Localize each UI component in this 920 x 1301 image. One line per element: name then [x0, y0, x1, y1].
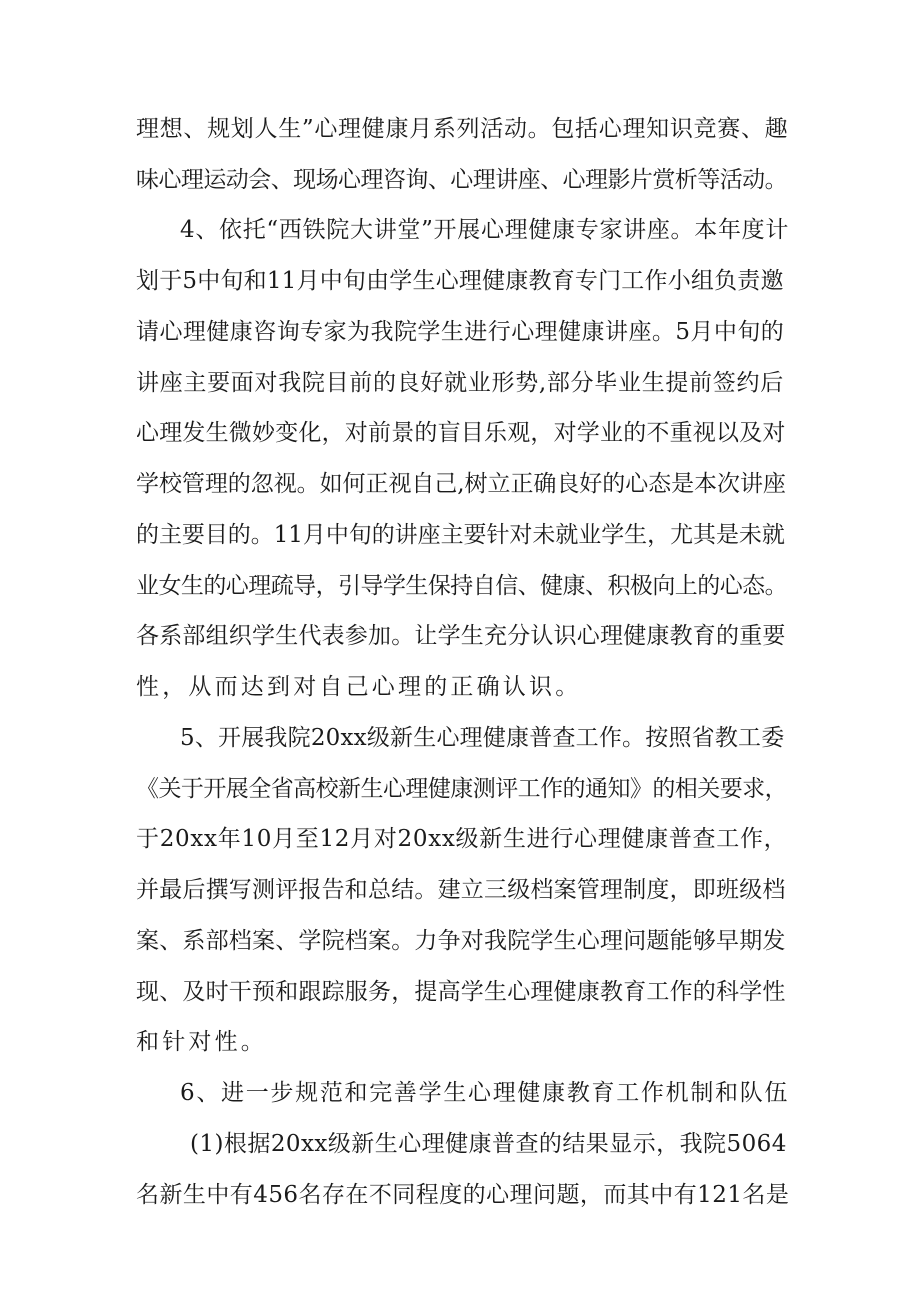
- paragraph-5-first-line: 5、开展我院20xx级新生心理健康普查工作。按照省教工委: [180, 725, 785, 751]
- text-line: 于20xx年10月至12月对20xx级新生进行心理健康普查工作，: [136, 826, 788, 852]
- text-line: 性，从而达到对自己心理的正确认识。: [136, 674, 582, 700]
- text-line: 案、系部档案、学院档案。力争对我院学生心理问题能够早期发: [136, 928, 786, 954]
- text-line: 名新生中有456名存在不同程度的心理问题，而其中有121名是: [136, 1182, 790, 1208]
- text-line: 业女生的心理疏导，引导学生保持自信、健康、积极向上的心态。: [136, 573, 788, 599]
- text-line: 划于5中旬和11月中旬由学生心理健康教育专门工作小组负责邀: [136, 268, 784, 294]
- paragraph-6-heading: 6、进一步规范和完善学生心理健康教育工作机制和队伍: [180, 1080, 790, 1106]
- text-line: 和针对性。: [136, 1029, 267, 1055]
- paragraph-4-first-line: 4、依托“西铁院大讲堂”开展心理健康专家讲座。本年度计: [180, 217, 790, 243]
- text-line: 味心理运动会、现场心理咨询、心理讲座、心理影片赏析等活动。: [136, 167, 788, 193]
- text-line: 讲座主要面对我院目前的良好就业形势,部分毕业生提前签约后: [136, 370, 784, 396]
- text-line: 理想、规划人生”心理健康月系列活动。包括心理知识竞赛、趣: [136, 116, 789, 142]
- text-line: 各系部组织学生代表参加。让学生充分认识心理健康教育的重要: [136, 623, 786, 649]
- text-line: 《关于开展全省高校新生心理健康测评工作的通知》的相关要求，: [136, 776, 788, 802]
- text-line: 学校管理的忽视。如何正视自己,树立正确良好的心态是本次讲座: [136, 471, 786, 497]
- text-line: 现、及时干预和跟踪服务，提高学生心理健康教育工作的科学性: [136, 979, 786, 1005]
- text-line: 请心理健康咨询专家为我院学生进行心理健康讲座。5月中旬的: [136, 319, 785, 345]
- text-line: 的主要目的。11月中旬的讲座主要针对未就业学生，尤其是未就: [136, 522, 785, 548]
- text-line: 并最后撰写测评报告和总结。建立三级档案管理制度，即班级档: [136, 877, 786, 903]
- text-line: 心理发生微妙变化，对前景的盲目乐观，对学业的不重视以及对: [136, 420, 786, 446]
- item-1-first-line: (1)根据20xx级新生心理健康普查的结果显示，我院5064: [190, 1131, 787, 1157]
